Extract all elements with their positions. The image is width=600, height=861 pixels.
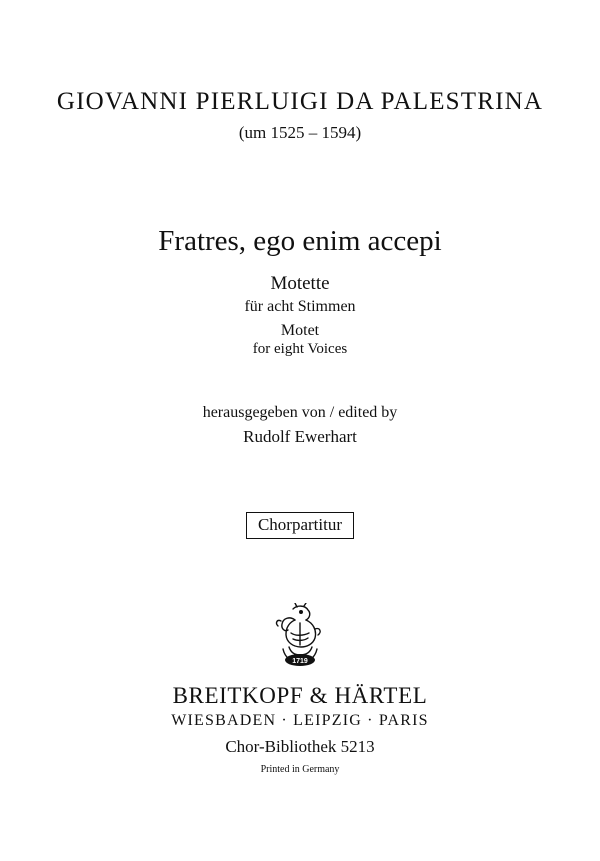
- edited-by-label: herausgegeben von / edited by: [202, 404, 398, 421]
- work-title: Fratres, ego enim accepi: [158, 225, 442, 257]
- publisher-emblem-icon: [273, 603, 327, 671]
- voicing-english: for eight Voices: [252, 341, 348, 357]
- publisher-name: BREITKOPF & HÄRTEL: [172, 683, 428, 708]
- edition-type-badge: Chorpartitur: [246, 512, 354, 539]
- publisher-cities: WIESBADEN · LEIPZIG · PARIS: [171, 712, 429, 729]
- work-subtitle-german: Motette: [270, 273, 330, 294]
- work-subtitle-english: Motet: [280, 322, 320, 339]
- composer-dates: (um 1525 – 1594): [238, 123, 362, 142]
- composer-name: GIOVANNI PIERLUIGI DA PALESTRINA: [56, 88, 544, 115]
- editor-name: Rudolf Ewerhart: [243, 427, 357, 446]
- edition-type-box: [0, 512, 600, 539]
- voicing-german: für acht Stimmen: [244, 298, 356, 315]
- catalog-number: Chor-Bibliothek 5213: [225, 737, 375, 756]
- printed-in-note: Printed in Germany: [260, 764, 340, 775]
- emblem-year-mark: 1719: [292, 658, 308, 665]
